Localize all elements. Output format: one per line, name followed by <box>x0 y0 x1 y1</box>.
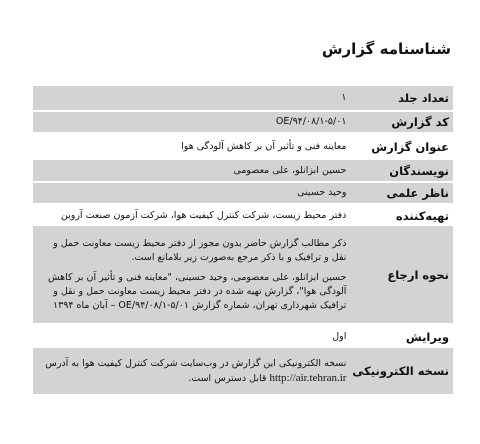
authors-value: حسین ابزانلو، علی معصومی <box>33 160 352 182</box>
supervisor-label: ناظر علمی <box>352 182 453 204</box>
citation-paragraph-2 <box>37 271 346 313</box>
edition-label: ویرایش <box>352 324 453 348</box>
row-volumes <box>33 86 453 111</box>
electronic-label: نسخه الکترونیکی <box>352 348 453 394</box>
row-supervisor <box>33 182 453 204</box>
citation-value <box>33 226 352 324</box>
page-title: شناسنامه گزارش <box>321 40 451 58</box>
title-label: عنوان گزارش <box>352 133 453 160</box>
code-value-text: OE/۹۴/۰۸/۱-۵/۰۱ <box>275 116 347 127</box>
citation-label: نحوه ارجاع <box>352 226 453 324</box>
row-citation <box>33 226 453 324</box>
row-code <box>33 111 453 133</box>
code-value <box>33 111 352 133</box>
code-label: کد گزارش <box>352 111 453 133</box>
electronic-text-a: نسخه الکترونیکی این گزارش در وب‌سایت شرکت کنترل کیفیت هوا به آدرس <box>45 357 347 369</box>
preparer-value: دفتر محیط زیست، شرکت کنترل کیفیت هوا، شرکت آزمون صنعت آروین <box>33 204 352 226</box>
row-title <box>33 133 453 160</box>
row-electronic <box>33 348 453 394</box>
website-link[interactable]: http://air.tehran.ir <box>269 371 347 384</box>
volumes-label: تعداد جلد <box>352 86 453 111</box>
electronic-text-b: قابل دسترس است. <box>188 372 270 384</box>
row-preparer <box>33 204 453 226</box>
citation-text-b: – آبان ماه ۱۳۹۴ <box>53 299 119 311</box>
volumes-value: ۱ <box>33 86 352 111</box>
preparer-label: تهیه‌کننده <box>352 204 453 226</box>
row-authors <box>33 160 453 182</box>
supervisor-value: وحید حسینی <box>33 182 352 204</box>
electronic-value <box>33 348 352 394</box>
row-edition <box>33 324 453 348</box>
citation-text-a: حسین ابزانلو، علی معصومی، وحید حسینی، "معاینه فنی و تأثیر آن بر کاهش آلودگی هوا"، گزارش تهیه شده در دفتر محیط زیست معاونت حمل و نقل و ترافیک شهرداری تهران، شماره گزارش <box>48 271 347 311</box>
edition-value: اول <box>33 324 352 348</box>
title-value: معاینه فنی و تأثیر آن بر کاهش آلودگی هوا <box>33 133 352 160</box>
authors-label: نویسندگان <box>352 160 453 182</box>
citation-paragraph-1: ذکر مطالب گزارش حاضر بدون مجوز از دفتر محیط زیست معاونت حمل و نقل و ترافیک و با ذکر مرجع به‌صورت زیر بلامانع است. <box>53 237 347 263</box>
report-id-table <box>33 86 453 394</box>
citation-report-code: OE/۹۴/۰۸/۱-۵/۰۱ <box>118 299 189 311</box>
